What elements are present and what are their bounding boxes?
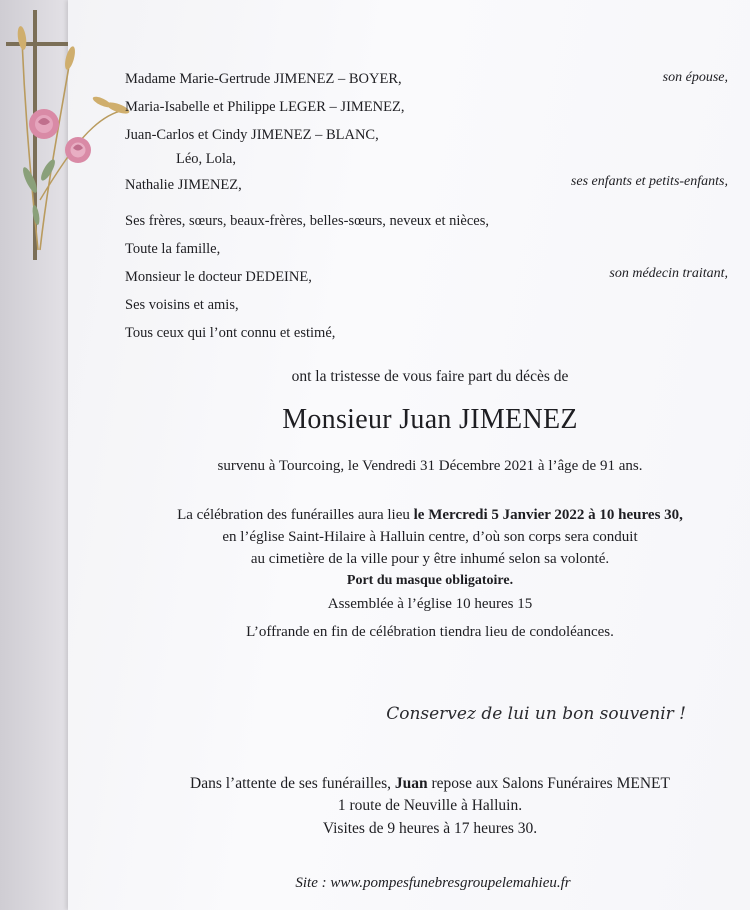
souvenir-phrase: Conservez de lui un bon souvenir ! <box>386 704 686 724</box>
leaves <box>20 158 57 226</box>
deceased-name: Monsieur Juan JIMENEZ <box>282 404 578 435</box>
family-line-4: Léo, Lola, <box>176 151 236 167</box>
cross-horizontal <box>6 42 68 46</box>
ceremony-line-2: en l’église Saint-Hilaire à Halluin centre, d’où son corps sera conduit <box>222 529 638 545</box>
rest-line-1 <box>30 775 750 793</box>
others-line-2: Toute la famille, <box>125 241 221 257</box>
cross-flower-decoration <box>0 0 140 270</box>
ceremony-line-3: au cimetière de la ville pour y être inhumé selon sa volonté. <box>250 551 610 567</box>
website: Site : www.pompesfunebresgroupelemahieu.fr <box>295 875 571 891</box>
others-line-3: Monsieur le docteur DEDEINE, <box>125 269 312 285</box>
relation-doctor: son médecin traitant, <box>609 266 728 281</box>
relation-spouse: son épouse, <box>662 70 728 85</box>
announcement: ont la tristesse de vous faire part du décès de <box>291 368 569 385</box>
family-line-5: Nathalie JIMENEZ, <box>125 177 242 193</box>
assembly-time: Assemblée à l’église 10 heures 15 <box>327 596 533 612</box>
ceremony-line-1 <box>30 507 750 524</box>
others-line-4: Ses voisins et amis, <box>125 297 239 313</box>
rest-first-name: Juan <box>394 775 428 792</box>
rest-line-1-start: Dans l’attente de ses funérailles, <box>190 775 395 792</box>
rest-address: 1 route de Neuville à Halluin. <box>337 797 523 814</box>
ceremony-date: le Mercredi 5 Janvier 2022 à 10 heures 30, <box>413 507 683 523</box>
relation-children: ses enfants et petits-enfants, <box>570 174 728 189</box>
visit-hours: Visites de 9 heures à 17 heures 30. <box>322 820 538 837</box>
ceremony-line-1-text: La célébration des funérailles aura lieu <box>177 507 414 523</box>
mask-notice: Port du masque obligatoire. <box>346 573 514 588</box>
family-line-2: Maria-Isabelle et Philippe LEGER – JIMENEZ, <box>125 99 405 115</box>
offering-notice: L’offrande en fin de célébration tiendra lieu de condoléances. <box>246 624 614 640</box>
others-line-1: Ses frères, sœurs, beaux-frères, belles-sœurs, neveux et nièces, <box>125 213 489 229</box>
family-line-3: Juan-Carlos et Cindy JIMENEZ – BLANC, <box>125 127 379 143</box>
family-line-1: Madame Marie-Gertrude JIMENEZ – BOYER, <box>125 71 402 87</box>
others-line-5: Tous ceux qui l’ont connu et estimé, <box>125 325 336 341</box>
rest-line-1-end: repose aux Salons Funéraires MENET <box>427 775 670 792</box>
death-info: survenu à Tourcoing, le Vendredi 31 Décembre 2021 à l’âge de 91 ans. <box>217 458 643 474</box>
